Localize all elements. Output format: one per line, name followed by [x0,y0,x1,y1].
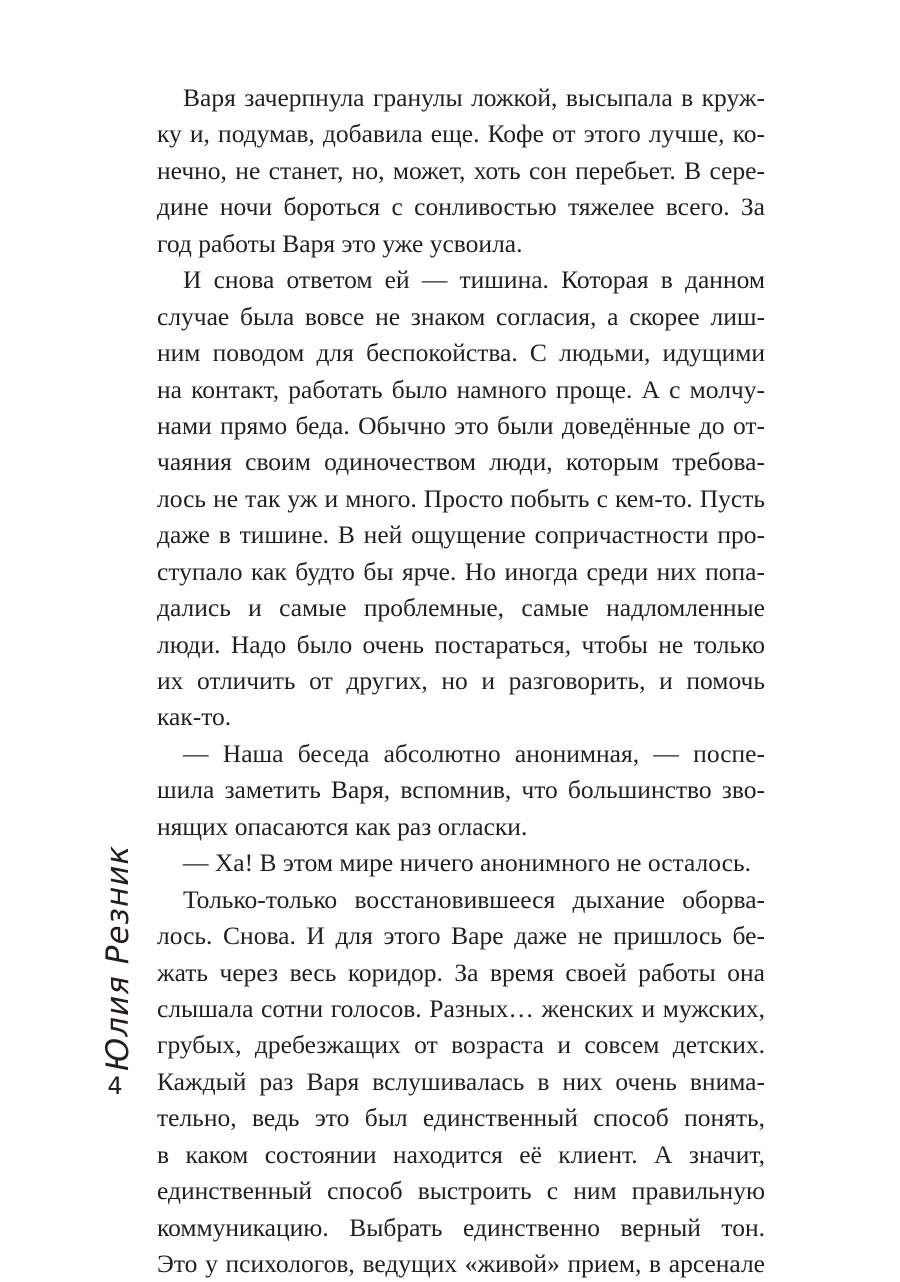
text-line: лось. Снова. И для этого Варе даже не пришлось бе- [157,921,765,951]
text-line: ним поводом для беспокойства. С людьми, идущими [157,338,765,368]
text-line: коммуникацию. Выбрать единственно верный тон. [157,1212,765,1242]
text-line: ступало как будто бы ярче. Но иногда среди них попа- [157,556,765,586]
text-line: год работы Варя это уже усвоила. [157,228,523,258]
text-line: — Ха! В этом мире ничего анонимного не осталось. [183,848,751,878]
text-line: случае была вовсе не знаком согласия, а скорее лиш- [157,301,765,331]
text-line: Каждый раз Варя вслушивалась в них очень внима- [157,1066,765,1096]
text-line: в каком состоянии находится её клиент. А значит, [157,1139,765,1169]
text-line: лось не так уж и много. Просто побыть с кем-то. Пусть [157,483,765,513]
text-line: Варя зачерпнула гранулы ложкой, высыпала в круж- [183,83,765,112]
text-line: Это у психологов, ведущих «живой» прием, в арсенале [157,1249,765,1278]
running-head-text: Юлия Резник [100,844,136,1072]
text-line: нами прямо беда. Обычно это были доведённые до от- [157,410,765,440]
text-line: — Наша беседа абсолютно анонимная, — поспе- [183,738,765,768]
text-line: нящих опасаются как раз огласки. [157,811,528,841]
text-line: ку и, подумав, добавила еще. Кофе от этого лучше, ко- [157,119,765,149]
text-line: на контакт, работать было намного проще. А с молчу- [157,374,765,404]
text-line: чаяния своим одиночеством люди, которым требова- [157,447,765,477]
text-line: даже в тишине. В ней ощущение сопричастности про- [157,520,765,550]
text-line: люди. Надо было очень постараться, чтобы не только [157,629,765,659]
text-line: шила заметить Варя, вспомнив, что большинство зво- [157,775,765,805]
text-line: как-то. [157,702,232,732]
text-line: дине ночи бороться с сонливостью тяжелее всего. За [157,192,765,222]
text-line: слышала сотни голосов. Разных… женских и мужских, [157,993,765,1023]
body-text [157,80,765,1282]
text-line: тельно, ведь это был единственный способ понять, [157,1103,765,1133]
running-head-author [96,844,140,1072]
page-number: 4 [107,1072,123,1100]
text-line: жать через весь коридор. За время своей работы она [157,957,765,987]
text-line: дались и самые проблемные, самые надломленные [157,593,765,623]
text-line: Только-только восстановившееся дыхание оборва- [183,884,765,914]
text-line: И снова ответом ей — тишина. Которая в данном [183,265,765,295]
text-line: их отличить от других, но и разговорить, и помочь [157,666,765,695]
text-line: грубых, дребезжащих от возраста и совсем детских. [157,1030,765,1060]
text-line: нечно, не станет, но, может, хоть сон перебьет. В сере- [157,155,765,185]
text-line: единственный способ выстроить с ним правильную [157,1176,765,1206]
